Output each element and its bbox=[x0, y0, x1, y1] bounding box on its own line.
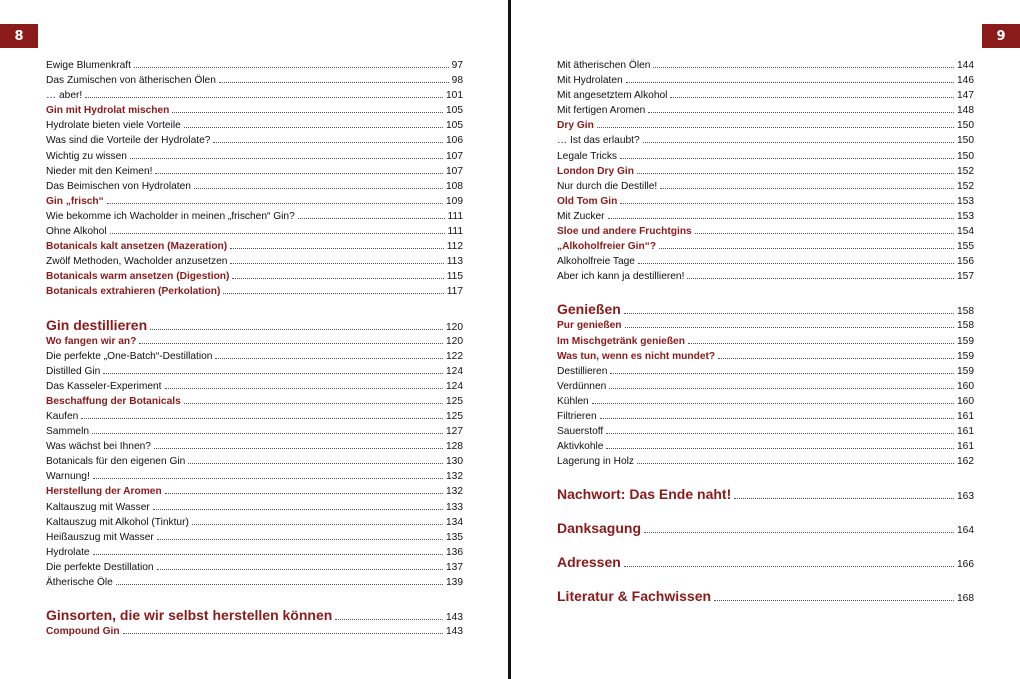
toc-entry bbox=[46, 149, 463, 164]
toc-entry-title: Was tun, wenn es nicht mundet? bbox=[557, 350, 716, 362]
toc-entry bbox=[557, 439, 974, 454]
toc-entry-page: 122 bbox=[446, 350, 463, 362]
dot-leader bbox=[606, 433, 954, 434]
toc-entry bbox=[46, 624, 463, 639]
toc-entry-page: 128 bbox=[446, 441, 463, 453]
toc-entry-page: 143 bbox=[446, 612, 463, 624]
dot-leader bbox=[670, 97, 954, 98]
toc-entry-title: Kühlen bbox=[557, 395, 589, 407]
toc-entry bbox=[557, 209, 974, 224]
toc-entry bbox=[557, 454, 974, 469]
toc-entry-page: 134 bbox=[446, 516, 463, 528]
toc-entry-page: 159 bbox=[957, 335, 974, 347]
toc-entry bbox=[46, 269, 463, 284]
toc-entry-page: 147 bbox=[957, 90, 974, 102]
toc-entry bbox=[557, 58, 974, 73]
dot-leader bbox=[600, 418, 954, 419]
toc-entry bbox=[557, 179, 974, 194]
dot-leader bbox=[232, 278, 443, 279]
toc-entry-page: 148 bbox=[957, 105, 974, 117]
toc-entry-title: Danksagung bbox=[557, 520, 642, 537]
toc-entry-title: Wo fangen wir an? bbox=[46, 335, 137, 347]
toc-entry-page: 117 bbox=[446, 286, 463, 298]
toc-entry-page: 160 bbox=[957, 380, 974, 392]
toc-entry-title: Distilled Gin bbox=[46, 365, 101, 377]
toc-entry-title: Kaltauszug mit Wasser bbox=[46, 501, 150, 513]
toc-entry bbox=[46, 379, 463, 394]
dot-leader bbox=[130, 158, 443, 159]
dot-leader bbox=[660, 188, 954, 189]
toc-entry-title: Mit Hydrolaten bbox=[557, 75, 623, 87]
toc-entry bbox=[46, 469, 463, 484]
toc-entry-title: Botanicals warm ansetzen (Digestion) bbox=[46, 271, 230, 283]
toc-entry-page: 153 bbox=[957, 210, 974, 222]
toc-entry-title: Die perfekte „One-Batch“-Destillation bbox=[46, 350, 213, 362]
dot-leader bbox=[688, 343, 954, 344]
toc-entry-title: Was sind die Vorteile der Hydrolate? bbox=[46, 135, 211, 147]
dot-leader bbox=[592, 403, 954, 404]
toc-entry-page: 137 bbox=[446, 561, 463, 573]
dot-leader bbox=[93, 554, 443, 555]
toc-entry bbox=[46, 545, 463, 560]
dot-leader bbox=[223, 293, 443, 294]
dot-leader bbox=[123, 633, 443, 634]
dot-leader bbox=[648, 112, 954, 113]
dot-leader bbox=[188, 463, 443, 464]
dot-leader bbox=[687, 278, 954, 279]
toc-entry-page: 158 bbox=[957, 320, 974, 332]
dot-leader bbox=[608, 218, 954, 219]
toc-entry-page: 112 bbox=[446, 241, 463, 253]
dot-leader bbox=[153, 509, 443, 510]
toc-entry bbox=[557, 318, 974, 333]
toc-entry bbox=[46, 224, 463, 239]
toc-entry-title: Legale Tricks bbox=[557, 150, 618, 162]
toc-entry bbox=[46, 103, 463, 118]
toc-entry-page: 161 bbox=[957, 426, 974, 438]
dot-leader bbox=[626, 82, 954, 83]
dot-leader bbox=[155, 173, 443, 174]
toc-entry-title: Aber ich kann ja destillieren! bbox=[557, 271, 685, 283]
toc-entry bbox=[46, 454, 463, 469]
toc-entry-title: Botanicals für den eigenen Gin bbox=[46, 456, 186, 468]
dot-leader bbox=[157, 569, 443, 570]
toc-entry-page: 150 bbox=[957, 150, 974, 162]
toc-entry-page: 115 bbox=[446, 271, 463, 283]
toc-entry-page: 143 bbox=[446, 626, 463, 638]
toc-entry bbox=[557, 88, 974, 103]
toc-entry-title: Nachwort: Das Ende naht! bbox=[557, 486, 732, 503]
toc-entry-page: 111 bbox=[447, 210, 463, 222]
dot-leader bbox=[714, 600, 954, 601]
toc-entry bbox=[46, 607, 463, 624]
toc-entry-page: 130 bbox=[446, 456, 463, 468]
dot-leader bbox=[134, 67, 449, 68]
page-number-badge: 8 bbox=[0, 24, 38, 48]
dot-leader bbox=[734, 498, 954, 499]
toc-entry-page: 163 bbox=[957, 491, 974, 503]
toc-entry-page: 105 bbox=[446, 105, 463, 117]
table-of-contents-right bbox=[557, 58, 974, 605]
toc-entry-title: Ohne Alkohol bbox=[46, 226, 107, 238]
dot-leader bbox=[172, 112, 443, 113]
dot-leader bbox=[609, 388, 954, 389]
toc-entry-title: Nur durch die Destille! bbox=[557, 180, 658, 192]
toc-entry-page: 156 bbox=[957, 256, 974, 268]
toc-entry bbox=[46, 334, 463, 349]
toc-entry-title: Was wächst bei Ihnen? bbox=[46, 441, 151, 453]
toc-entry bbox=[46, 349, 463, 364]
toc-entry-page: 161 bbox=[957, 410, 974, 422]
toc-entry-page: 125 bbox=[446, 395, 463, 407]
toc-entry-page: 164 bbox=[957, 525, 974, 537]
dot-leader bbox=[184, 403, 443, 404]
toc-entry bbox=[46, 364, 463, 379]
dot-leader bbox=[718, 358, 954, 359]
left-page bbox=[0, 0, 508, 679]
toc-entry-page: 150 bbox=[957, 120, 974, 132]
toc-entry-page: 108 bbox=[446, 180, 463, 192]
book-gutter-divider bbox=[508, 0, 511, 679]
toc-entry bbox=[46, 500, 463, 515]
toc-entry-page: 98 bbox=[451, 75, 463, 87]
toc-entry bbox=[557, 301, 974, 318]
toc-entry bbox=[557, 269, 974, 284]
dot-leader bbox=[695, 233, 954, 234]
toc-entry-title: Das Beimischen von Hydrolaten bbox=[46, 180, 191, 192]
dot-leader bbox=[643, 142, 954, 143]
toc-entry bbox=[557, 254, 974, 269]
dot-leader bbox=[213, 142, 443, 143]
toc-entry-title: Botanicals kalt ansetzen (Mazeration) bbox=[46, 241, 228, 253]
toc-entry bbox=[557, 103, 974, 118]
dot-leader bbox=[165, 388, 444, 389]
toc-entry-title: Ewige Blumenkraft bbox=[46, 60, 131, 71]
toc-entry-title: Gin mit Hydrolat mischen bbox=[46, 105, 170, 117]
toc-entry-page: 101 bbox=[446, 90, 463, 102]
dot-leader bbox=[157, 539, 443, 540]
toc-entry bbox=[557, 164, 974, 179]
toc-entry bbox=[46, 515, 463, 530]
toc-entry-title: Hydrolate bbox=[46, 546, 90, 558]
toc-entry bbox=[557, 588, 974, 605]
toc-entry-title: Hydrolate bieten viele Vorteile bbox=[46, 120, 181, 132]
dot-leader bbox=[637, 173, 954, 174]
toc-entry bbox=[46, 88, 463, 103]
toc-entry-title: Mit ätherischen Ölen bbox=[557, 60, 651, 71]
dot-leader bbox=[298, 218, 445, 219]
toc-entry-page: 125 bbox=[446, 410, 463, 422]
toc-entry-title: Heißauszug mit Wasser bbox=[46, 531, 154, 543]
toc-entry-page: 152 bbox=[957, 180, 974, 192]
toc-entry-title: Mit Zucker bbox=[557, 210, 605, 222]
toc-entry-title: Mit angesetztem Alkohol bbox=[557, 90, 668, 102]
toc-entry bbox=[46, 239, 463, 254]
toc-entry-title: Gin destillieren bbox=[46, 316, 148, 333]
dot-leader bbox=[219, 82, 449, 83]
toc-entry-page: 150 bbox=[957, 135, 974, 147]
dot-leader bbox=[165, 493, 443, 494]
toc-entry-page: 120 bbox=[446, 321, 463, 333]
toc-entry bbox=[557, 349, 974, 364]
dot-leader bbox=[93, 478, 443, 479]
toc-entry-page: 159 bbox=[957, 365, 974, 377]
toc-entry-page: 111 bbox=[447, 226, 463, 238]
toc-entry-title: Warnung! bbox=[46, 471, 90, 483]
dot-leader bbox=[644, 532, 954, 533]
toc-entry-title: Wichtig zu wissen bbox=[46, 150, 127, 162]
toc-entry bbox=[557, 133, 974, 148]
toc-entry bbox=[46, 394, 463, 409]
dot-leader bbox=[230, 263, 443, 264]
dot-leader bbox=[625, 327, 954, 328]
toc-entry bbox=[46, 118, 463, 133]
toc-entry-page: 152 bbox=[957, 165, 974, 177]
toc-entry-title: Ginsorten, die wir selbst herstellen können bbox=[46, 607, 333, 624]
dot-leader bbox=[215, 358, 443, 359]
toc-entry-page: 124 bbox=[446, 365, 463, 377]
toc-entry bbox=[46, 133, 463, 148]
dot-leader bbox=[110, 233, 445, 234]
toc-entry-title: Verdünnen bbox=[557, 380, 607, 392]
dot-leader bbox=[150, 329, 443, 330]
toc-entry-page: 144 bbox=[957, 60, 974, 71]
toc-entry-page: 132 bbox=[446, 486, 463, 498]
toc-entry bbox=[557, 224, 974, 239]
dot-leader bbox=[597, 127, 954, 128]
dot-leader bbox=[85, 97, 443, 98]
toc-entry-title: Herstellung der Aromen bbox=[46, 486, 162, 498]
toc-entry-title: Destillieren bbox=[557, 365, 608, 377]
toc-entry-page: 109 bbox=[446, 195, 463, 207]
toc-entry-page: 133 bbox=[446, 501, 463, 513]
dot-leader bbox=[335, 619, 443, 620]
toc-entry-title: Mit fertigen Aromen bbox=[557, 105, 646, 117]
dot-leader bbox=[139, 343, 443, 344]
toc-entry bbox=[557, 334, 974, 349]
toc-entry bbox=[46, 439, 463, 454]
toc-entry bbox=[46, 317, 463, 334]
toc-entry-title: Im Mischgetränk genießen bbox=[557, 335, 685, 347]
toc-entry-title: Das Zumischen von ätherischen Ölen bbox=[46, 75, 216, 87]
dot-leader bbox=[230, 248, 444, 249]
toc-entry-page: 120 bbox=[446, 335, 463, 347]
toc-entry-title: Literatur & Fachwissen bbox=[557, 588, 712, 605]
toc-entry-title: Kaltauszug mit Alkohol (Tinktur) bbox=[46, 516, 189, 528]
toc-entry bbox=[557, 194, 974, 209]
toc-entry-page: 168 bbox=[957, 593, 974, 605]
toc-entry-title: Adressen bbox=[557, 554, 621, 571]
toc-entry-title: Pur genießen bbox=[557, 320, 622, 332]
toc-entry-page: 97 bbox=[451, 60, 463, 71]
toc-entry-title: Ätherische Öle bbox=[46, 577, 113, 588]
toc-entry-page: 159 bbox=[957, 350, 974, 362]
toc-entry-page: 166 bbox=[957, 559, 974, 571]
toc-entry-page: 146 bbox=[957, 75, 974, 87]
toc-entry-title: Sloe und andere Fruchtgins bbox=[557, 226, 692, 238]
toc-entry-title: Das Kasseler-Experiment bbox=[46, 380, 162, 392]
dot-leader bbox=[107, 203, 443, 204]
toc-entry-title: Dry Gin bbox=[557, 120, 594, 132]
toc-entry bbox=[557, 394, 974, 409]
toc-entry-title: … Ist das erlaubt? bbox=[557, 135, 640, 147]
dot-leader bbox=[638, 263, 954, 264]
dot-leader bbox=[81, 418, 443, 419]
dot-leader bbox=[620, 158, 954, 159]
toc-entry-title: Die perfekte Destillation bbox=[46, 561, 154, 573]
toc-entry-page: 154 bbox=[957, 226, 974, 238]
toc-entry-page: 127 bbox=[446, 426, 463, 438]
dot-leader bbox=[184, 127, 443, 128]
toc-entry-page: 136 bbox=[446, 546, 463, 558]
toc-entry bbox=[46, 73, 463, 88]
toc-entry bbox=[46, 58, 463, 73]
toc-entry-page: 113 bbox=[446, 256, 463, 268]
toc-entry-title: Compound Gin bbox=[46, 626, 120, 638]
toc-entry-page: 132 bbox=[446, 471, 463, 483]
dot-leader bbox=[92, 433, 443, 434]
toc-entry bbox=[557, 554, 974, 571]
toc-entry bbox=[46, 409, 463, 424]
toc-entry bbox=[557, 364, 974, 379]
toc-entry bbox=[46, 194, 463, 209]
toc-entry-title: Aktivkohle bbox=[557, 441, 604, 453]
dot-leader bbox=[610, 373, 954, 374]
toc-entry-title: Wie bekomme ich Wacholder in meinen „frischen“ Gin? bbox=[46, 210, 295, 222]
dot-leader bbox=[624, 313, 954, 314]
toc-entry bbox=[557, 409, 974, 424]
toc-entry-title: Botanicals extrahieren (Perkolation) bbox=[46, 286, 221, 298]
toc-entry-title: Sammeln bbox=[46, 426, 90, 438]
toc-entry bbox=[46, 560, 463, 575]
toc-entry bbox=[557, 73, 974, 88]
toc-entry bbox=[46, 209, 463, 224]
toc-entry-page: 153 bbox=[957, 195, 974, 207]
toc-entry-title: Gin „frisch“ bbox=[46, 195, 104, 207]
toc-entry bbox=[46, 164, 463, 179]
toc-entry-page: 160 bbox=[957, 395, 974, 407]
toc-entry bbox=[46, 575, 463, 590]
toc-entry-page: 106 bbox=[446, 135, 463, 147]
dot-leader bbox=[653, 67, 954, 68]
toc-entry-title: … aber! bbox=[46, 90, 83, 102]
dot-leader bbox=[154, 448, 443, 449]
toc-entry-title: Zwölf Methoden, Wacholder anzusetzen bbox=[46, 256, 228, 268]
toc-entry-page: 161 bbox=[957, 441, 974, 453]
toc-entry bbox=[46, 424, 463, 439]
toc-entry-page: 107 bbox=[446, 150, 463, 162]
toc-entry-title: Nieder mit den Keimen! bbox=[46, 165, 153, 177]
toc-entry-title: Genießen bbox=[557, 301, 621, 318]
toc-entry-page: 139 bbox=[446, 577, 463, 588]
toc-entry bbox=[46, 530, 463, 545]
toc-entry bbox=[46, 484, 463, 499]
toc-entry-page: 158 bbox=[957, 306, 974, 318]
right-page bbox=[512, 0, 1020, 679]
dot-leader bbox=[659, 248, 954, 249]
toc-entry-title: Filtrieren bbox=[557, 410, 597, 422]
toc-entry bbox=[557, 424, 974, 439]
table-of-contents-left bbox=[46, 58, 463, 639]
toc-entry-page: 124 bbox=[446, 380, 463, 392]
toc-entry bbox=[46, 179, 463, 194]
toc-entry-page: 157 bbox=[957, 271, 974, 283]
dot-leader bbox=[620, 203, 954, 204]
toc-entry bbox=[557, 486, 974, 503]
dot-leader bbox=[637, 463, 954, 464]
dot-leader bbox=[624, 566, 954, 567]
toc-entry-page: 105 bbox=[446, 120, 463, 132]
toc-entry-title: Kaufen bbox=[46, 410, 79, 422]
toc-entry-page: 162 bbox=[957, 456, 974, 468]
toc-entry bbox=[557, 520, 974, 537]
toc-entry-page: 107 bbox=[446, 165, 463, 177]
toc-entry-title: „Alkoholfreier Gin“? bbox=[557, 241, 657, 253]
dot-leader bbox=[194, 188, 443, 189]
toc-entry bbox=[557, 379, 974, 394]
dot-leader bbox=[606, 448, 954, 449]
toc-entry-title: Sauerstoff bbox=[557, 426, 604, 438]
dot-leader bbox=[192, 524, 443, 525]
page-number-badge: 9 bbox=[982, 24, 1020, 48]
toc-entry bbox=[557, 239, 974, 254]
dot-leader bbox=[103, 373, 443, 374]
toc-entry-title: Beschaffung der Botanicals bbox=[46, 395, 181, 407]
toc-entry bbox=[557, 149, 974, 164]
toc-entry bbox=[46, 254, 463, 269]
toc-entry-title: London Dry Gin bbox=[557, 165, 634, 177]
toc-entry-title: Old Tom Gin bbox=[557, 195, 618, 207]
toc-entry-page: 135 bbox=[446, 531, 463, 543]
toc-entry-title: Alkoholfreie Tage bbox=[557, 256, 635, 268]
dot-leader bbox=[116, 584, 443, 585]
toc-entry bbox=[557, 118, 974, 133]
toc-entry bbox=[46, 284, 463, 299]
toc-entry-page: 155 bbox=[957, 241, 974, 253]
toc-entry-title: Lagerung in Holz bbox=[557, 456, 635, 468]
